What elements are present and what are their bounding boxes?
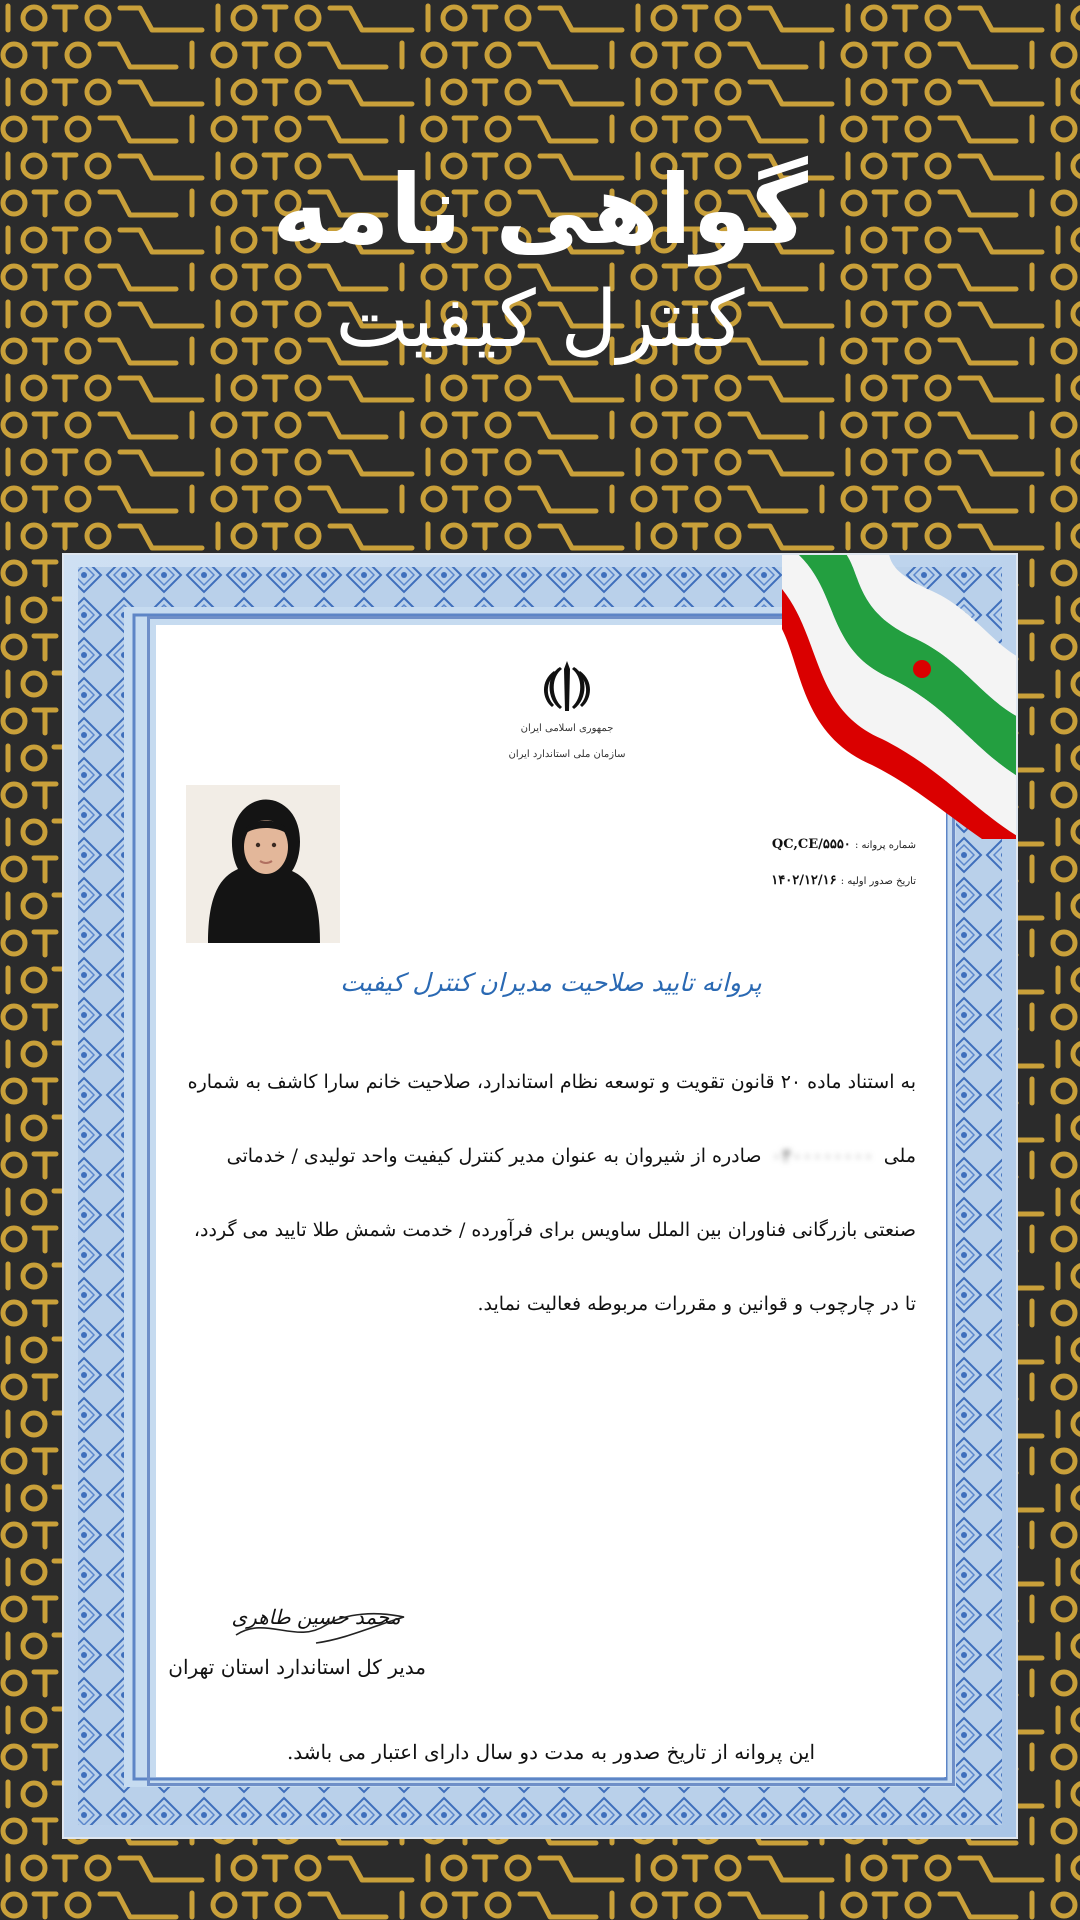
certificate-body: [186, 1045, 916, 1341]
organization-name: سازمان ملی استاندارد ایران: [508, 749, 626, 760]
license-number-label: شماره پروانه :: [854, 840, 916, 851]
body-text-part-1: به استناد ماده ۲۰ قانون تقویت و توسعه نظام استاندارد، صلاحیت خانم سارا کاشف به شماره ملی: [187, 1071, 916, 1167]
license-number: QC,CE/۵۵۵۰: [771, 837, 851, 852]
body-text-part-2: صادره از شیروان به عنوان مدیر کنترل کیفیت واحد تولیدی / خدماتی صنعتی بازرگانی فناوران بین الملل ساویس برای فرآورده / خدمت شمش طلا تایید می گردد، تا در چارچوب و قوانین و مقررات مربوطه فعالیت نماید.: [193, 1145, 916, 1315]
national-id-masked: ۰۴۰۰۰۰۰۰۰۰: [771, 1145, 874, 1167]
holder-photo: [186, 785, 340, 943]
header-title: گواهی نامه: [272, 154, 808, 266]
header: [0, 150, 1080, 370]
validity-note: این پروانه از تاریخ صدور به مدت دو سال دارای اعتبار می باشد.: [286, 1740, 816, 1764]
license-number-row: [772, 837, 916, 852]
government-name: جمهوری اسلامی ایران: [520, 723, 614, 734]
header-subtitle: کنترل کیفیت: [335, 275, 745, 365]
signer-name: محمد حسین طاهری: [231, 1605, 401, 1629]
iran-emblem-icon: [536, 655, 598, 717]
signer-title: مدیر کل استاندارد استان تهران: [168, 1655, 426, 1679]
signature-scribble: [226, 1595, 416, 1655]
issue-date-label: تاریخ صدور اولیه :: [840, 876, 916, 887]
certificate: [64, 555, 1016, 1837]
issue-date-row: [771, 873, 916, 888]
issue-date: ۱۴۰۲/۱۲/۱۶: [771, 873, 837, 888]
iran-flag-icon: [782, 555, 1016, 839]
certificate-title: پروانه تایید صلاحیت مدیران کنترل کیفیت: [340, 968, 762, 997]
